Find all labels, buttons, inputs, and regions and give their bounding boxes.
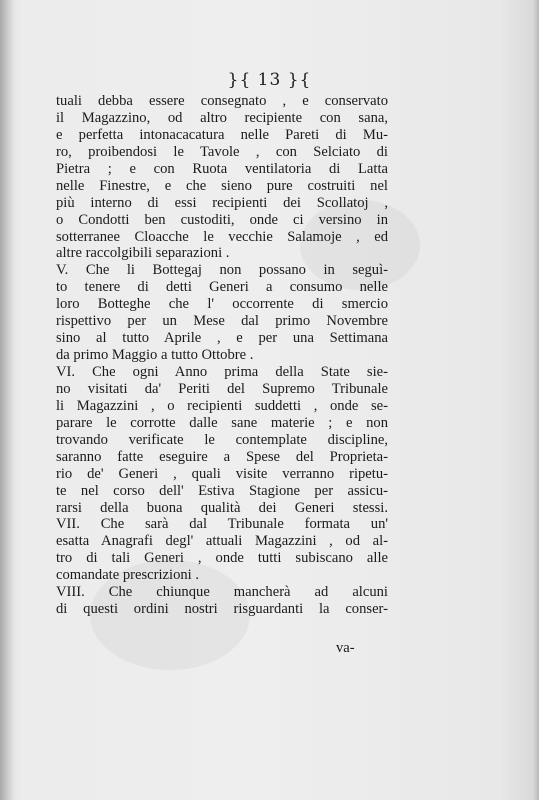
text-line: VIII. Che chiunque mancherà ad alcuni <box>56 584 388 601</box>
text-line: di questi ordini nostri risguardanti la conser- <box>56 601 388 618</box>
text-line: comandate prescrizioni . <box>56 567 200 584</box>
text-line: tuali debba essere consegnato , e conservato <box>56 93 388 109</box>
text-line: V. Che li Bottegaj non possano in seguì- <box>56 262 388 279</box>
text-line: rio de' Generi , quali visite verranno ripetu- <box>56 465 388 482</box>
text-line: li Magazzini , o recipienti suddetti , onde se- <box>56 397 388 414</box>
catchword: va- <box>336 640 355 656</box>
page-binding-shadow <box>0 0 14 800</box>
text-line: rispettivo per un Mese dal primo Novembre <box>56 313 388 330</box>
text-line: no visitati da' Periti del Supremo Tribunale <box>56 380 388 397</box>
text-line: più interno di essi recipienti dei Scollatoj , <box>56 194 388 211</box>
page-number-header: }{ 13 }{ <box>227 70 312 90</box>
text-line: il Magazzino, od altro recipiente con sana, <box>56 109 388 126</box>
text-line: Pietra ; e con Ruota ventilatoria di Latta <box>56 160 388 177</box>
text-line: ro, proibendosi le Tavole , con Selciato di <box>56 143 388 160</box>
text-line: sotterranee Cloacche le vecchie Salamoje , ed <box>56 228 388 245</box>
text-line: trovando verificate le contemplate discipline, <box>56 431 388 448</box>
body-text <box>56 93 388 618</box>
text-line: VI. Che ogni Anno prima della State sie- <box>56 364 388 380</box>
text-line: tro di tali Generi , onde tutti subiscano alle <box>56 550 388 567</box>
text-line: nelle Finestre, e che sieno pure costruiti nel <box>56 177 388 194</box>
page-edge-shadow <box>533 0 539 800</box>
text-line: altre raccolgibili separazioni . <box>56 245 230 262</box>
text-line: sino al tutto Aprile , e per una Settimana <box>56 330 388 347</box>
text-line: saranno fatte eseguire a Spese del Proprieta- <box>56 448 388 465</box>
text-line: to tenere di detti Generi a consumo nelle <box>56 279 388 296</box>
text-line: VII. Che sarà dal Tribunale formata un' <box>56 516 388 533</box>
text-line: te nel corso dell' Estiva Stagione per assicu- <box>56 482 388 499</box>
text-line: esatta Anagrafi degl' attuali Magazzini , od al- <box>56 533 388 550</box>
text-line: e perfetta intonacacatura nelle Pareti di Mu- <box>56 126 388 143</box>
text-line: parare le corrotte dalle sane materie ; e non <box>56 414 388 431</box>
text-line: o Condotti ben custoditi, onde ci versino in <box>56 211 388 228</box>
text-line: da primo Maggio a tutto Ottobre . <box>56 347 254 364</box>
text-line: loro Botteghe che l' occorrente di smercio <box>56 296 388 313</box>
text-line: rarsi della buona qualità dei Generi stessi. <box>56 499 388 516</box>
